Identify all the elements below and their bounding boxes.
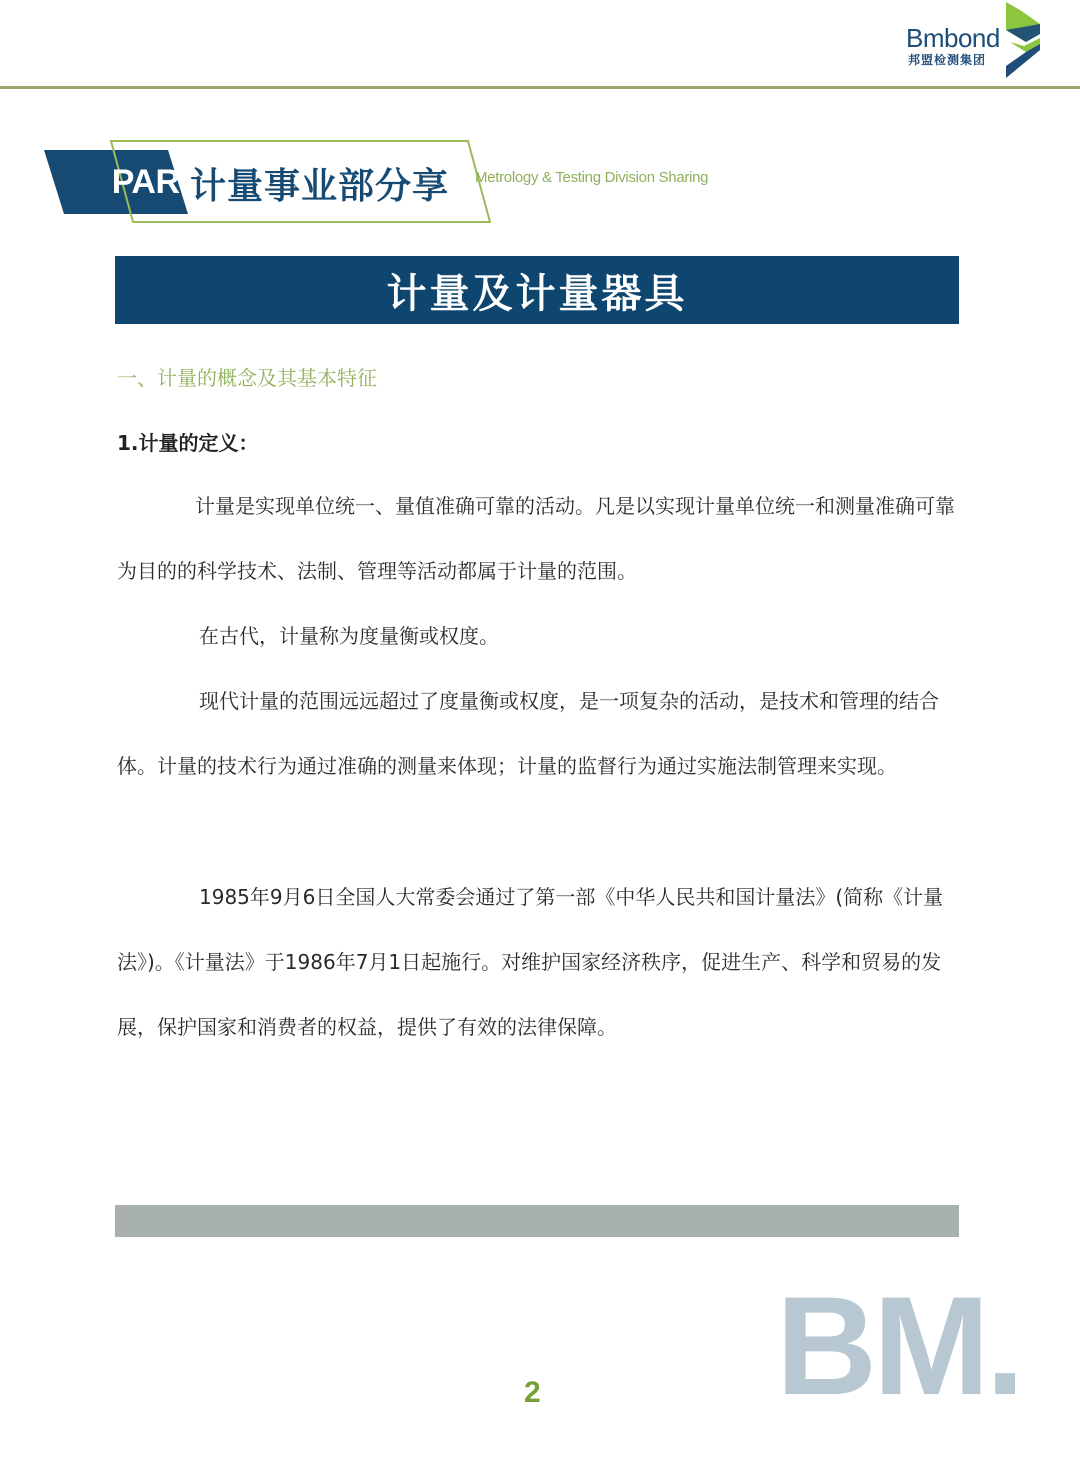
paragraph-4 — [117, 865, 967, 1060]
sub-heading: 1.计量的定义： — [117, 431, 259, 455]
part-banner — [40, 138, 740, 228]
logo-name-en: Bmbond — [906, 23, 1000, 53]
section-heading: 一、计量的概念及其基本特征 — [117, 366, 377, 390]
paragraph-2 — [117, 604, 967, 669]
bmbond-b-logo-icon — [1002, 2, 1046, 80]
bm-watermark: BM. — [776, 1267, 1021, 1424]
paragraph-text: 1985年9月6日全国人大常委会通过了第一部《中华人民共和国计量法》(简称《计量法》)。《计量法》于1986年7月1日起施行。对维护国家经济秩序，促进生产、科学和贸易的发展，保护国家和消费者的权益，提供了有效的法律保障。 — [117, 885, 944, 1039]
part-tag: PART2 — [111, 162, 219, 201]
paragraph-text: 在古代，计量称为度量衡或权度。 — [199, 624, 499, 648]
part-subtitle: Metrology & Testing Division Sharing — [475, 169, 709, 186]
bmbond-logo — [906, 2, 1046, 82]
paragraph-text: 计量是实现单位统一、量值准确可靠的活动。凡是以实现计量单位统一和测量准确可靠为目的的科学技术、法制、管理等活动都属于计量的范围。 — [117, 494, 955, 583]
logo-name-cn: 邦盟检测集团 — [908, 53, 987, 67]
paragraph-text: 现代计量的范围远远超过了度量衡或权度，是一项复杂的活动，是技术和管理的结合体。计量的技术行为通过准确的测量来体现；计量的监督行为通过实施法制管理来实现。 — [117, 689, 939, 778]
paragraph-1 — [117, 474, 967, 604]
page-number: 2 — [524, 1376, 541, 1409]
part-title: 计量事业部分享 — [190, 166, 450, 207]
header-rule — [0, 86, 1080, 89]
paragraph-3 — [117, 669, 967, 799]
page-title-bar — [115, 256, 959, 324]
footer-divider-bar — [115, 1205, 959, 1237]
page-title: 计量及计量器具 — [386, 270, 688, 317]
